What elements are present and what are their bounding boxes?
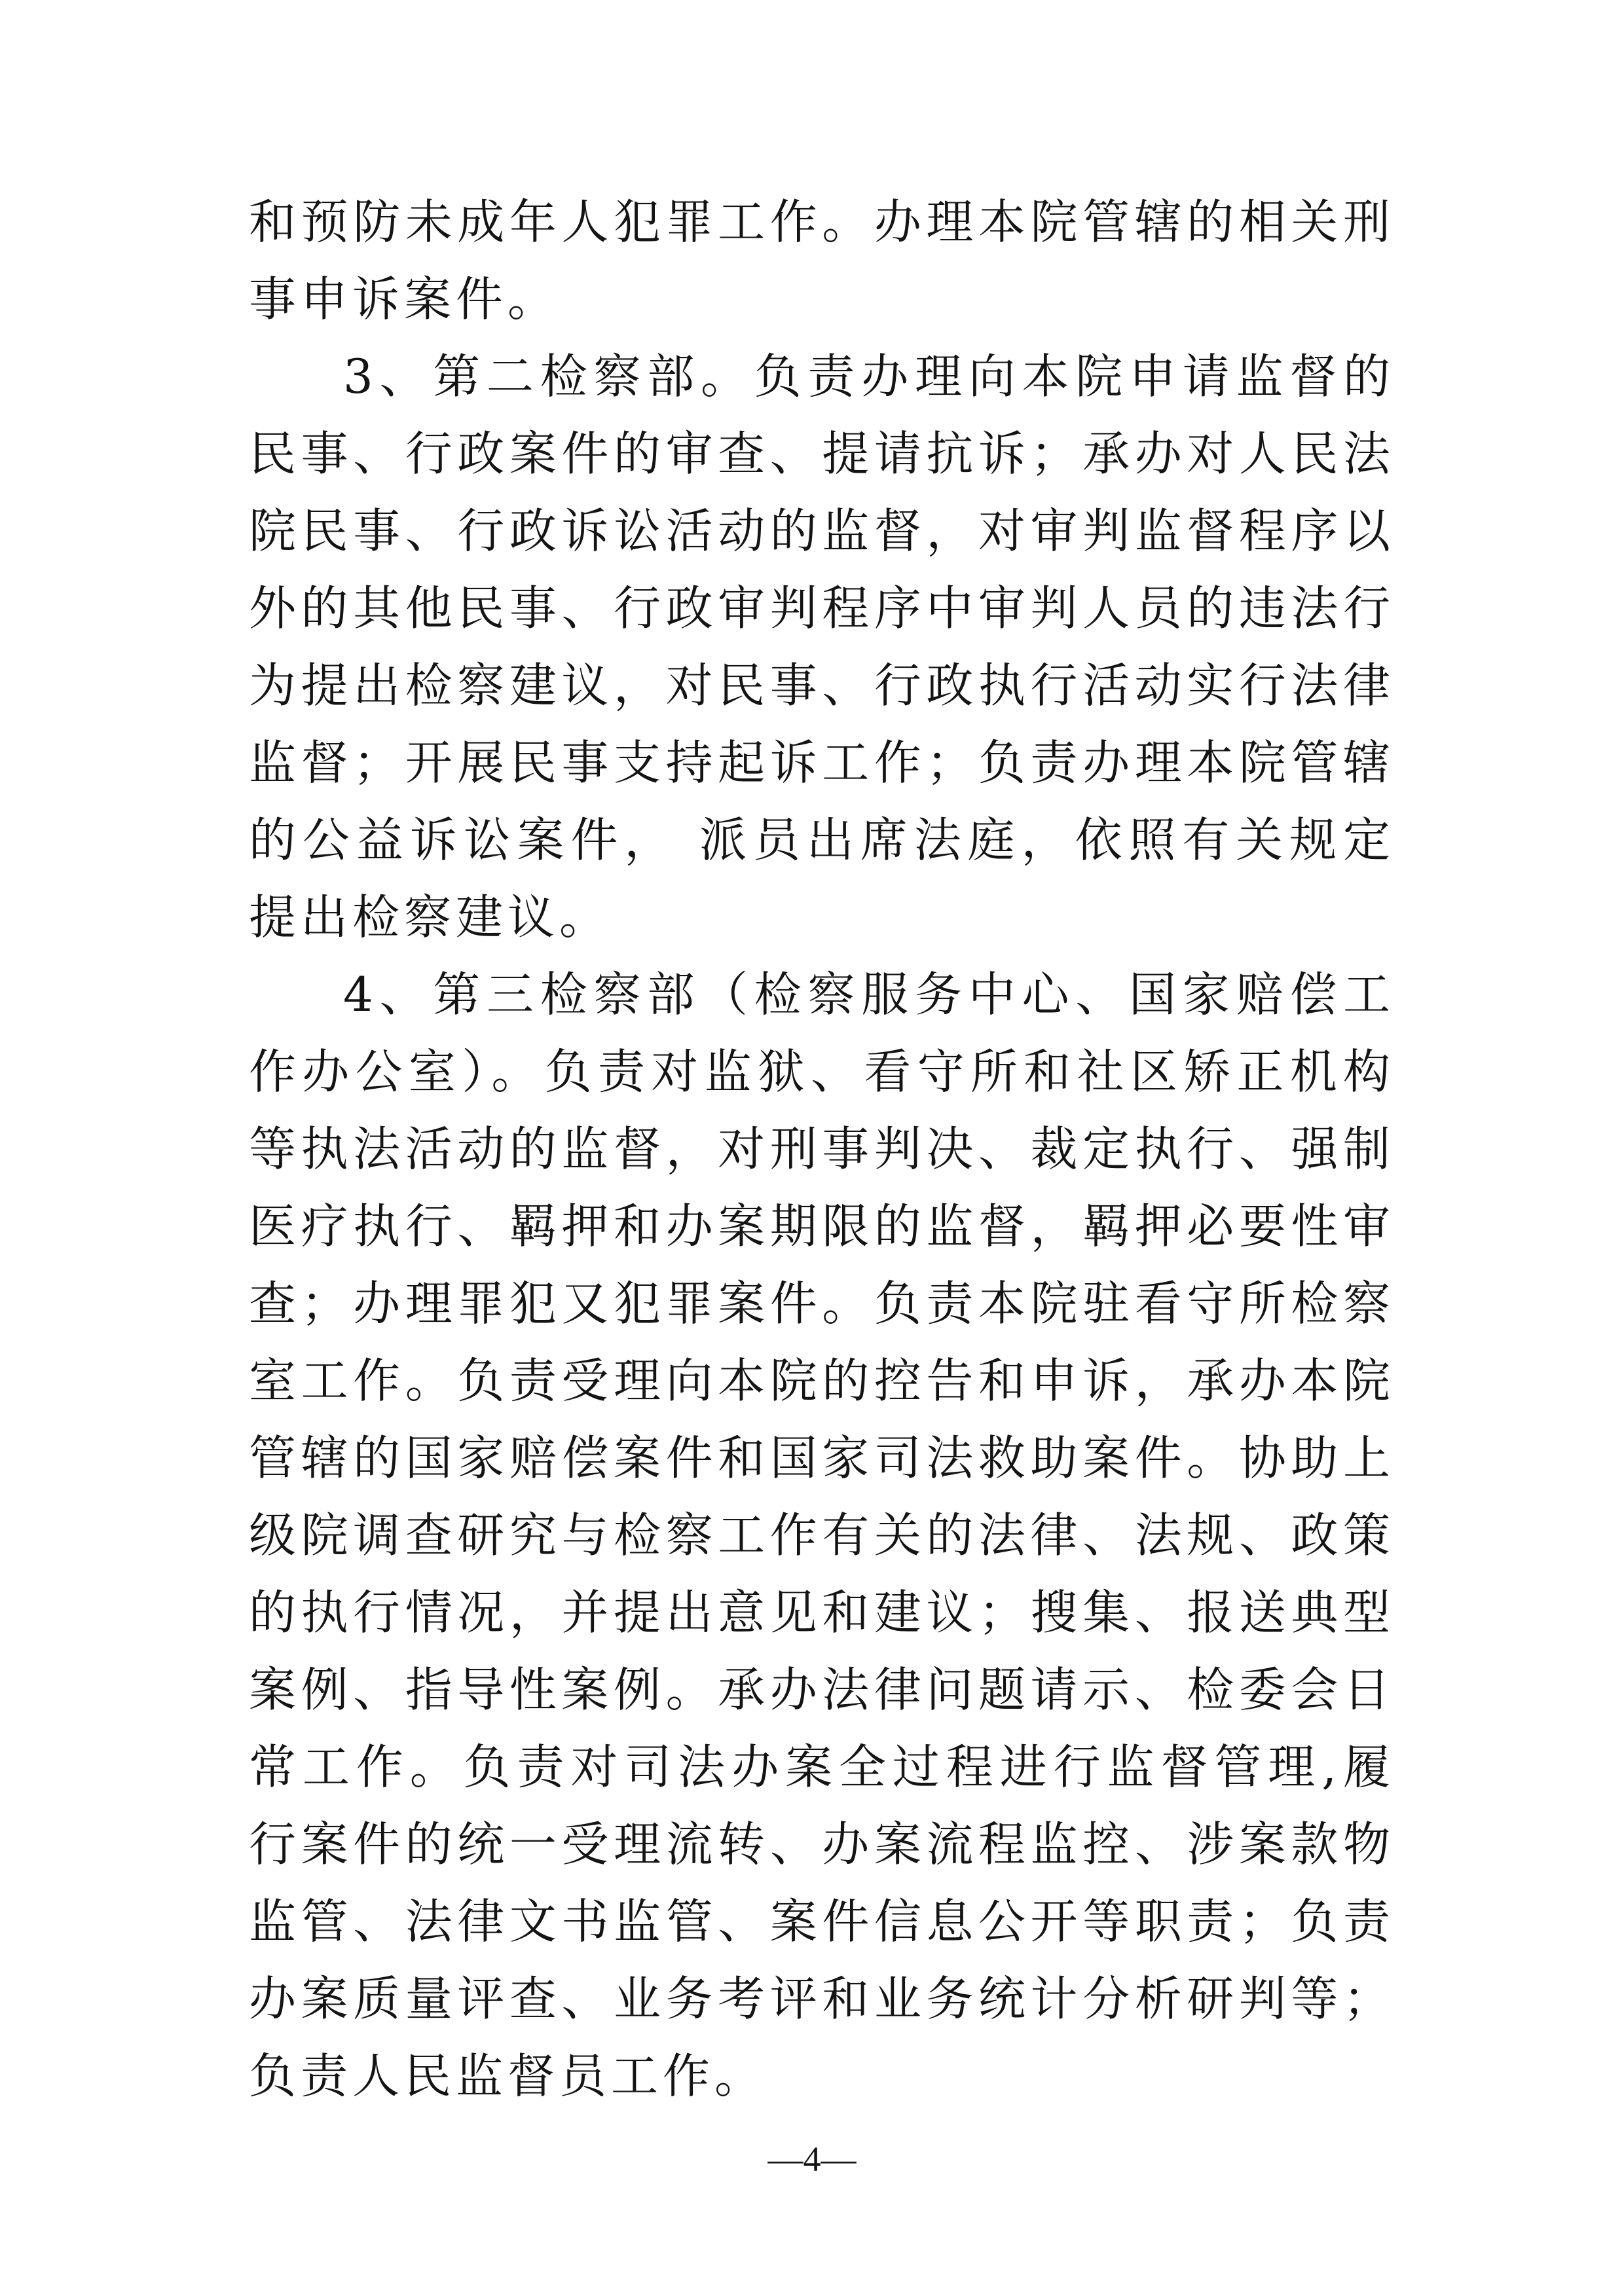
- paragraph-second-procuratorate: 3、第二检察部。负责办理向本院申请监督的民事、行政案件的审查、提请抗诉；承办对人民法院民事、行政诉讼活动的监督，对审判监督程序以外的其他民事、行政审判程序中审判人员的违法行为提出检察建议，对民事、行政执行活动实行法律监督；开展民事支持起诉工作；负责办理本院管辖的公益诉讼案件， 派员出席法庭，依照有关规定提出检察建议。: [249, 349, 1395, 945]
- body-text: [249, 183, 1395, 2115]
- page-number: —4—: [767, 2140, 857, 2179]
- paragraph-third-procuratorate: 4、第三检察部（检察服务中心、国家赔偿工作办公室）。负责对监狱、看守所和社区矫正机构等执法活动的监督，对刑事判决、裁定执行、强制医疗执行、羁押和办案期限的监督，羁押必要性审查；办理罪犯又犯罪案件。负责本院驻看守所检察室工作。负责受理向本院的控告和申诉，承办本院管辖的国家赔偿案件和国家司法救助案件。协助上级院调查研究与检察工作有关的法律、法规、政策的执行情况，并提出意见和建议；搜集、报送典型案例、指导性案例。承办法律问题请示、检委会日常工作。负责对司法办案全过程进行监督管理,履行案件的统一受理流转、办案流程监控、涉案款物监管、法律文书监管、案件信息公开等职责；负责办案质量评查、业务考评和业务统计分析研判等；负责人民监督员工作。: [249, 967, 1395, 2104]
- paragraph-continuation: 和预防未成年人犯罪工作。办理本院管辖的相关刑事申诉案件。: [249, 194, 1395, 327]
